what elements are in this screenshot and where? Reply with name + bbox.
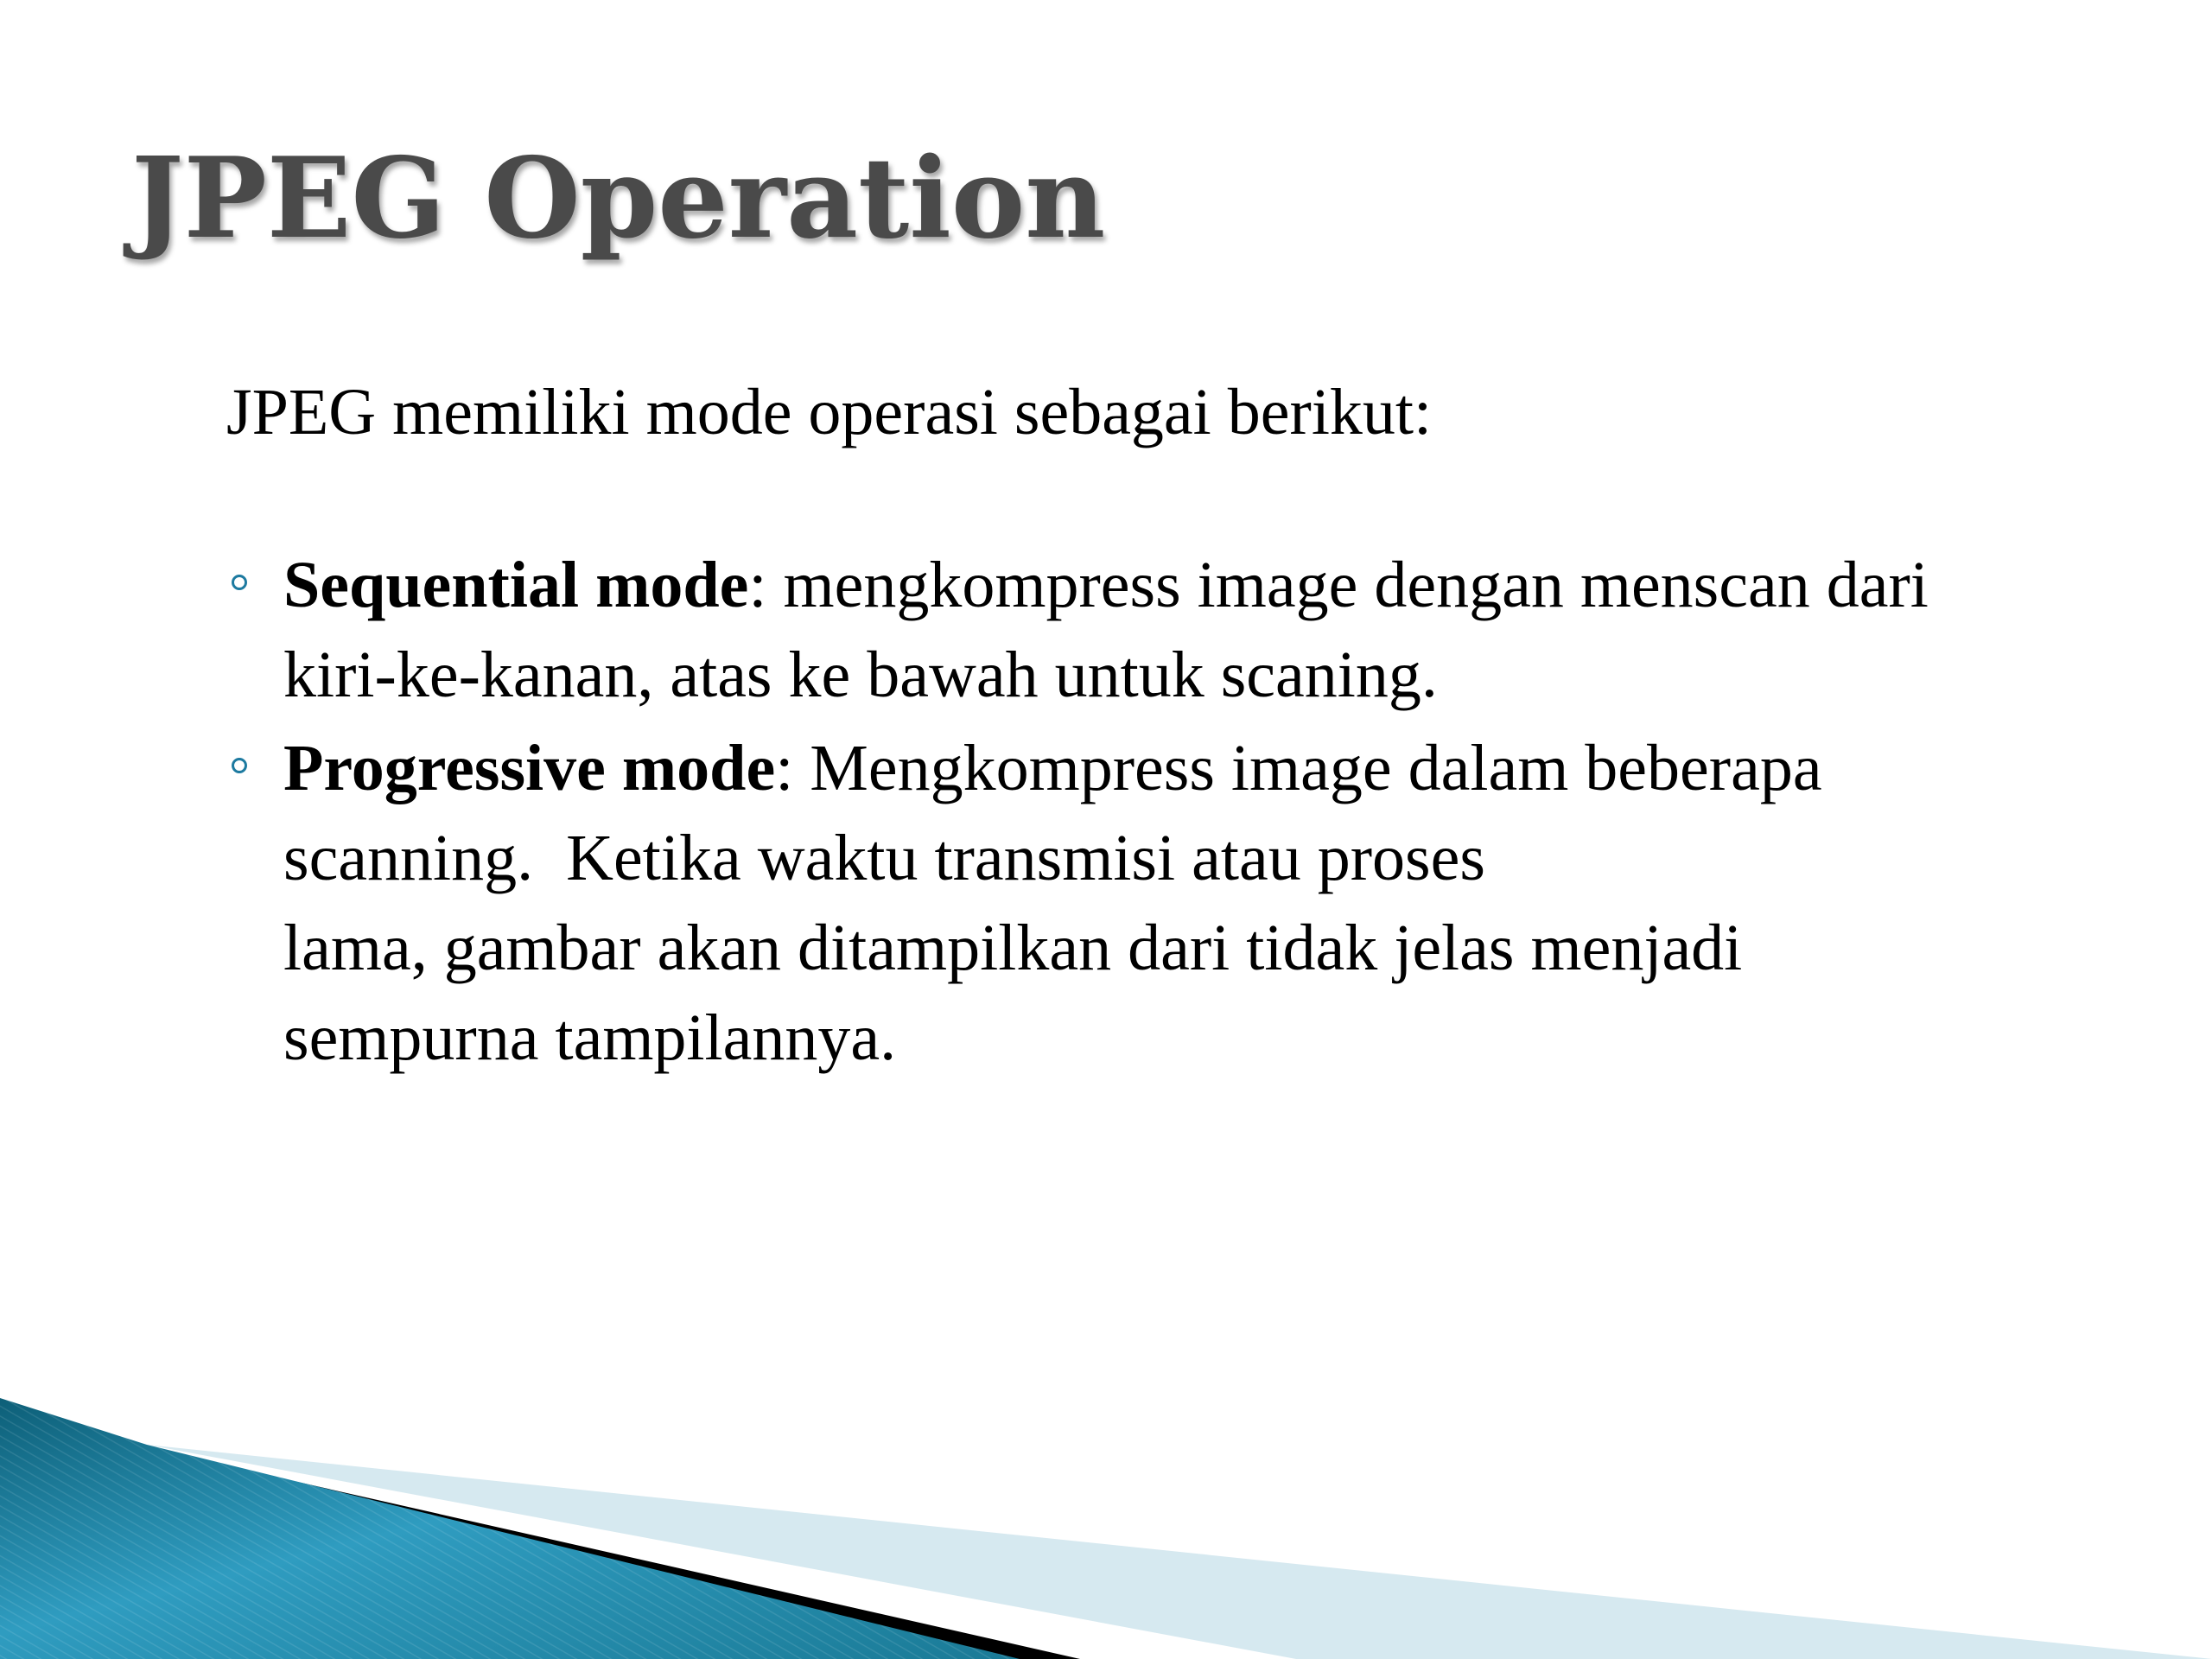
intro-text: JPEG memiliki mode operasi sebagai berikut: <box>226 376 1433 448</box>
slide-title: JPEG Operation <box>131 134 1106 264</box>
list-item <box>226 540 2162 720</box>
hollow-circle-bullet-icon <box>232 758 247 773</box>
bullet-text: : Mengkompress image dalam beberapa <box>775 732 1822 804</box>
bullet-text: sempurna tampilannya. <box>283 1001 897 1074</box>
bullet-line <box>283 540 2162 630</box>
teal-wedge-shape <box>0 1398 1020 1659</box>
bullet-line <box>283 723 2162 813</box>
bullet-text: : mengkompress image dengan menscan dari <box>748 549 1929 621</box>
bullet-list <box>226 540 2162 1083</box>
list-item <box>226 723 2162 1083</box>
hollow-circle-bullet-icon <box>232 575 247 590</box>
bullet-text: scanning. Ketika waktu transmisi atau proses <box>283 822 1485 894</box>
bullet-term: Progressive mode <box>283 732 776 804</box>
slide-body <box>226 372 2162 1086</box>
bullet-text: lama, gambar akan ditampilkan dari tidak jelas menjadi <box>283 912 1743 984</box>
light-band-shape <box>147 1445 2212 1659</box>
bullet-term: Sequential mode <box>283 549 749 621</box>
bullet-text: kiri-ke-kanan, atas ke bawah untuk scaning. <box>283 639 1438 711</box>
black-wedge-shape <box>0 1408 1080 1659</box>
